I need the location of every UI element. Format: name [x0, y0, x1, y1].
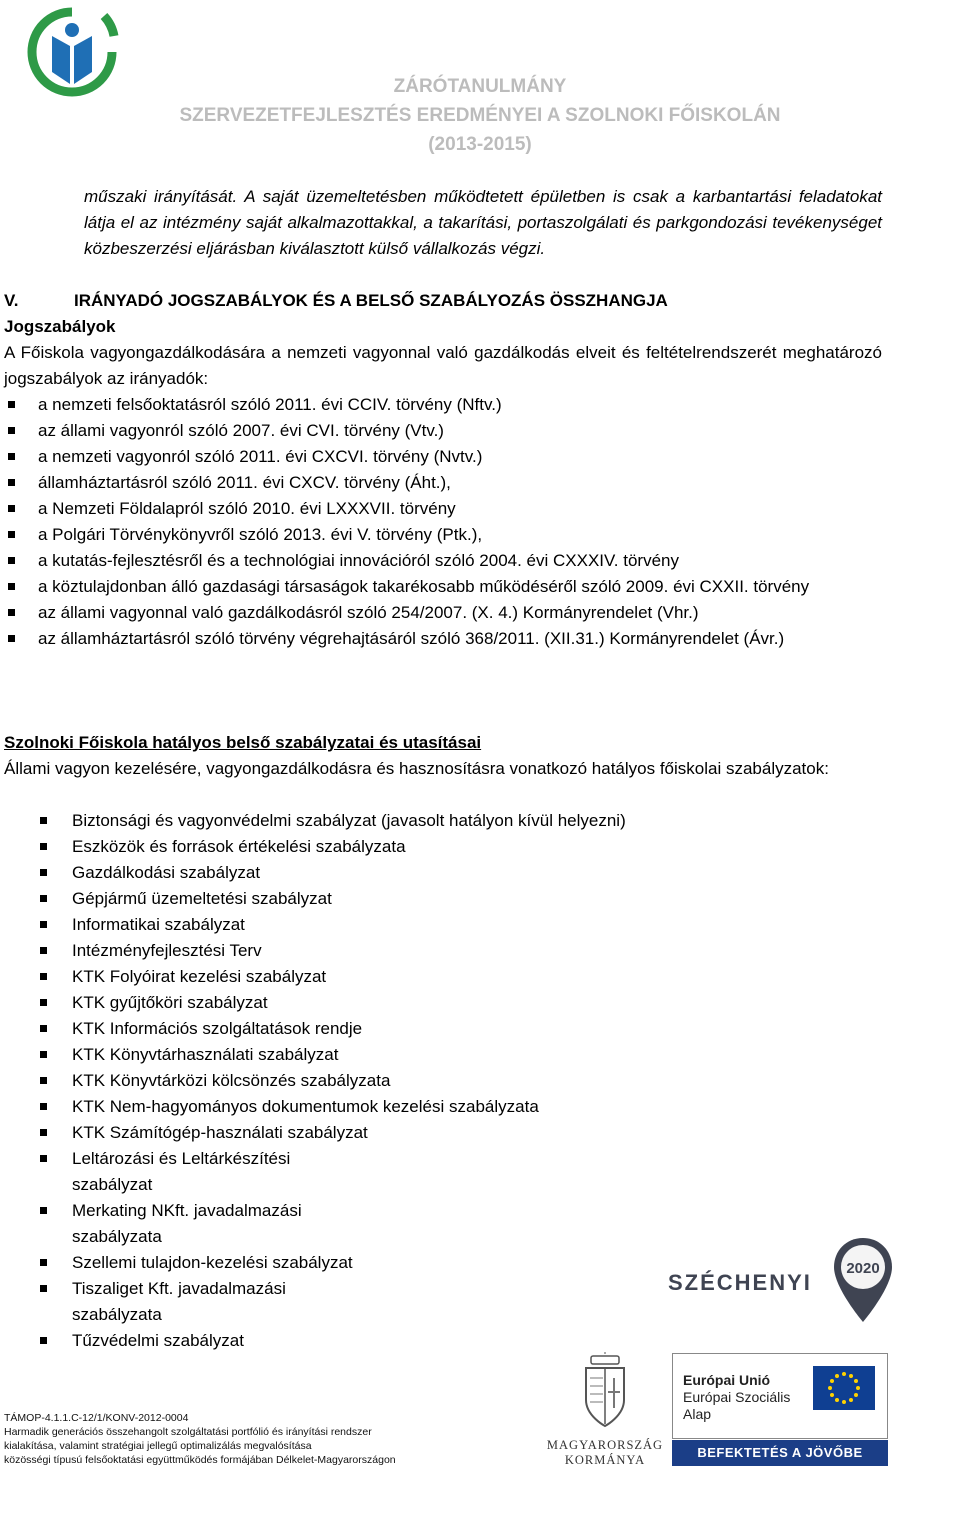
eu-line-3: Alap — [683, 1406, 712, 1422]
footer-line-4: közösségi típusú felsőoktatási együttműködés formájában Délkelet-Magyarországon — [4, 1454, 396, 1466]
list-item: a Polgári Törvénykönyvről szóló 2013. évi V. törvény (Ptk.), — [4, 522, 882, 548]
institution-logo — [22, 6, 122, 98]
eu-line-2: Európai Szociális — [683, 1389, 791, 1405]
section-title: IRÁNYADÓ JOGSZABÁLYOK ÉS A BELSŐ SZABÁLYOZÁS ÖSSZHANGJA — [74, 291, 668, 310]
header-line-2: SZERVEZETFEJLESZTÉS EREDMÉNYEI A SZOLNOKI FŐISKOLÁN — [179, 105, 781, 126]
gov-line-2: KORMÁNYA — [564, 1453, 646, 1467]
eu-line-1: Európai Unió — [683, 1372, 771, 1388]
project-footer — [4, 1411, 396, 1467]
list-item: a kutatás-fejlesztésről és a technológiai innovációról szóló 2004. évi CXXXIV. törvény — [4, 548, 882, 574]
list-item: Szellemi tulajdon-kezelési szabályzat — [4, 1250, 724, 1276]
section-number: V. — [4, 291, 19, 310]
szechenyi-2020-badge — [664, 1236, 894, 1336]
list-item: Informatikai szabályzat — [4, 912, 724, 938]
list-item: a Nemzeti Földalapról szóló 2010. évi LXXXVII. törvény — [4, 496, 882, 522]
szechenyi-label: SZÉCHENYI — [668, 1270, 812, 1295]
report-header-title — [120, 72, 840, 159]
list-item: a nemzeti felsőoktatásról szóló 2011. évi CCIV. törvény (Nftv.) — [4, 392, 882, 418]
rules-list — [4, 808, 724, 1354]
header-line-1: ZÁRÓTANULMÁNY — [393, 76, 567, 97]
rules-heading: Szolnoki Főiskola hatályos belső szabályzatai és utasításai — [4, 733, 482, 752]
list-item: Tűzvédelmi szabályzat — [4, 1328, 724, 1354]
list-item: KTK Információs szolgáltatások rendje — [4, 1016, 724, 1042]
government-label — [546, 1438, 664, 1468]
location-pin-icon — [832, 1236, 894, 1326]
section-heading — [4, 288, 884, 314]
coat-of-arms-icon — [546, 1352, 664, 1436]
eu-label — [683, 1372, 790, 1423]
list-item: Gazdálkodási szabályzat — [4, 860, 724, 886]
footer-line-2: Harmadik generációs összehangolt szolgáltatási portfólió és irányítási rendszer — [4, 1426, 372, 1438]
gov-line-1: MAGYARORSZÁG — [546, 1438, 664, 1452]
list-item: Leltározási és Leltárkészítési szabályzat — [4, 1146, 342, 1198]
intro-text: műszaki irányítását. A saját üzemeltetésben működtetett épületben is csak a karbantartási feladatokat látja el az intézmény saját alkalmazottakkal, a takarítási, portaszolgálati és parkgondozási tevékenységet közbeszerzési eljárásban kiválasztott külső vállalkozás végzi. — [84, 187, 882, 258]
list-item: KTK Számítógép-használati szabályzat — [4, 1120, 724, 1146]
footer-line-3: kialakítása, valamint stratégiai jellegű optimalizálás megvalósítása — [4, 1440, 312, 1452]
list-item: KTK Folyóirat kezelési szabályzat — [4, 964, 724, 990]
laws-intro-paragraph: A Főiskola vagyongazdálkodására a nemzeti vagyonnal való gazdálkodás elveit és feltételrendszerét meghatározó jogszabályok az irányadók: — [4, 343, 882, 388]
list-item: KTK gyűjtőköri szabályzat — [4, 990, 724, 1016]
list-item: Biztonsági és vagyonvédelmi szabályzat (javasolt hatályon kívül helyezni) — [4, 808, 724, 834]
list-item: KTK Nem-hagyományos dokumentumok kezelési szabályzata — [4, 1094, 724, 1120]
list-item: Eszközök és források értékelési szabályzata — [4, 834, 724, 860]
list-item: Gépjármű üzemeltetési szabályzat — [4, 886, 724, 912]
szechenyi-year: 2020 — [846, 1260, 880, 1277]
government-logo — [546, 1352, 664, 1472]
list-item: Tiszaliget Kft. javadalmazási szabályzata — [4, 1276, 342, 1328]
list-item: az államháztartásról szóló törvény végrehajtásáról szóló 368/2011. (XII.31.) Kormányrendelet (Ávr.) — [4, 626, 882, 652]
list-item: a köztulajdonban álló gazdasági társaságok takarékosabb működéséről szóló 2009. évi CXXII. törvény — [4, 574, 882, 600]
list-item: KTK Könyvtárhasználati szabályzat — [4, 1042, 724, 1068]
rules-intro-paragraph: Állami vagyon kezelésére, vagyongazdálkodásra és hasznosításra vonatkozó hatályos főiskolai szabályzatok: — [4, 759, 829, 778]
invest-banner: BEFEKTETÉS A JÖVŐBE — [672, 1440, 888, 1466]
header-line-3: (2013-2015) — [428, 134, 532, 155]
eu-flag-icon — [813, 1366, 875, 1410]
list-item: KTK Könyvtárközi kölcsönzés szabályzata — [4, 1068, 724, 1094]
list-item: Intézményfejlesztési Terv — [4, 938, 724, 964]
list-item: Merkating NKft. javadalmazási szabályzata — [4, 1198, 342, 1250]
list-item: a nemzeti vagyonról szóló 2011. évi CXCVI. törvény (Nvtv.) — [4, 444, 882, 470]
intro-paragraph — [84, 184, 882, 262]
list-item: az állami vagyonnal való gazdálkodásról szóló 254/2007. (X. 4.) Kormányrendelet (Vhr.) — [4, 600, 882, 626]
eu-fund-logo — [672, 1353, 888, 1439]
subheading-laws: Jogszabályok — [4, 317, 116, 336]
list-item: államháztartásról szóló 2011. évi CXCV. törvény (Áht.), — [4, 470, 882, 496]
footer-line-1: TÁMOP-4.1.1.C-12/1/KONV-2012-0004 — [4, 1412, 189, 1424]
laws-list — [4, 392, 882, 652]
list-item: az állami vagyonról szóló 2007. évi CVI. törvény (Vtv.) — [4, 418, 882, 444]
